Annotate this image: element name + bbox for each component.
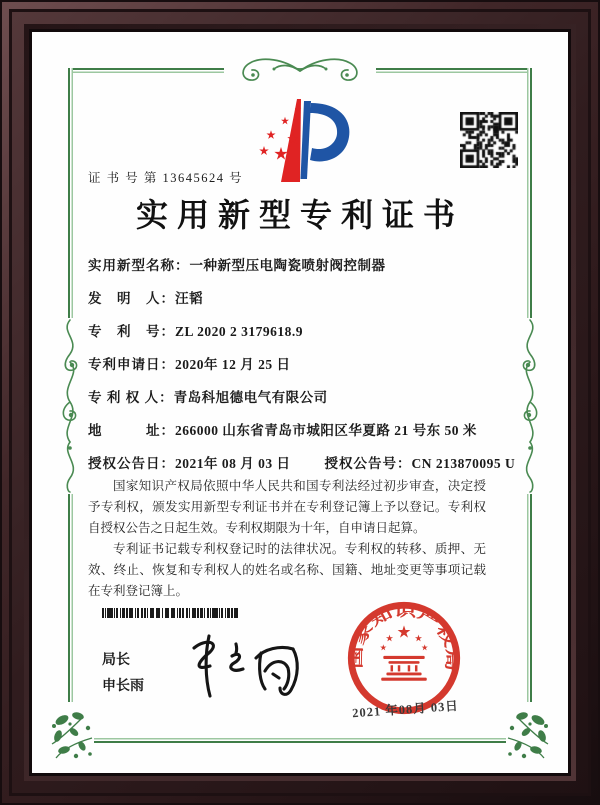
svg-text:国家知识产权局 [348,603,458,671]
field-value: 2020年 12 月 25 日 [175,357,291,372]
field-label: 发 明 人： [88,291,175,306]
border-left-lower [68,494,73,702]
legal-paragraph-2: 专利证书记载专利权登记时的法律状况。专利权的转移、质押、无效、终止、恢复和专利权人的姓名或名称、国籍、地址变更等事项记载在专利登记簿上。 [88,542,486,598]
commissioner-block [102,646,144,698]
certificate-title: 实用新型专利证书 [135,197,464,233]
field-row-patent-number [88,320,303,340]
border-top-left [68,68,224,73]
seal-date: 2021 年08月 03日 [351,698,460,721]
flourish-ornament-top [224,54,376,88]
commissioner-name: 申长雨 [102,677,144,693]
field-label: 地 址： [88,423,175,438]
seal-emblem [380,625,428,680]
field-row-grant [88,452,515,472]
commissioner-label: 局长 [102,651,130,667]
field-row-address [88,419,477,439]
field-value: 一种新型压电陶瓷喷射阀控制器 [189,258,386,273]
qr-code [460,112,518,168]
border-top-right [376,68,532,73]
barcode [102,608,238,618]
field-label: 实用新型名称： [88,258,190,273]
floral-ornament-bottom-right [502,708,552,762]
field-label: 专 利 号： [88,324,175,339]
legal-text [88,476,486,602]
field-value: ZL 2020 2 3179618.9 [175,324,304,339]
field-value: 汪韬 [175,291,203,306]
field-label: 专利申请日： [88,357,175,372]
field-row-filing-date [88,353,291,373]
floral-ornament-bottom-left [48,708,98,762]
certificate-number: 证 书 号 第 13645624 号 [88,171,244,185]
seal-text: 国家知识产权局 [350,604,458,669]
field-label: 授权公告号： [324,456,412,471]
scroll-ornament-right [515,318,545,494]
legal-paragraph-1: 国家知识产权局依照中华人民共和国专利法经过初步审查，决定授予专利权，颁发实用新型专利证书并在专利登记簿上予以登记。专利权自授权公告之日起生效。专利权期限为十年，自申请日起算。 [88,479,486,535]
scroll-ornament-left [55,318,85,494]
field-row-patentee [88,386,328,406]
cnipa-logo [252,94,356,188]
border-right-lower [527,494,532,702]
field-row-utility-name [88,254,386,274]
field-value: CN 213870095 U [411,456,516,471]
signature [180,630,310,702]
field-row-inventor [88,287,203,307]
field-label: 授权公告日： [88,456,175,471]
border-bottom [94,738,506,743]
field-value: 青岛科旭德电气有限公司 [173,390,328,405]
field-value: 266000 山东省青岛市城阳区华夏路 21 号东 50 米 [175,423,477,438]
certificate-paper [32,32,568,773]
field-value: 2021年 08 月 03 日 [175,456,291,471]
field-label: 专 利 权 人： [88,390,174,405]
